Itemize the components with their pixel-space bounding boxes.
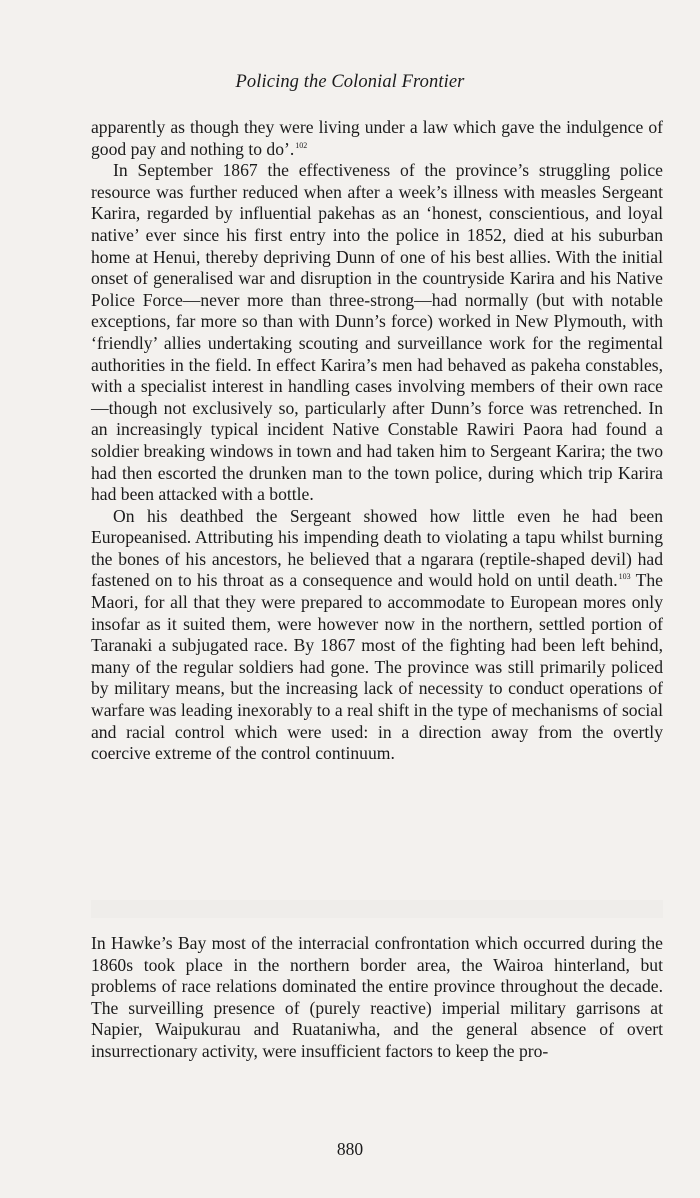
paragraph-text: apparently as though they were living under a law which gave the indulgence of good pay and nothing to do’.: [91, 117, 663, 159]
paragraph-hawkes-bay: In Hawke’s Bay most of the interracial confrontation which occurred during the 1860s took place in the northern border area, the Wairoa hinterland, but problems of race relations dominated the entire province throughout the decade. The surveilling presence of (purely reactive) imperial military garrisons at Napier, Waipukurau and Ruataniwha, and the general absence of overt insurrectionary activity, were insufficient factors to keep the pro-: [91, 933, 663, 1061]
paragraph-text: On his deathbed the Sergeant showed how little even he had been Europeanised. Attributing his impending death to violating a tapu whilst burning the bones of his ancestors, he believed that a ngarara (reptile-shaped devil) had fastened on to his throat as a consequence and would hold on until death.: [91, 505, 663, 591]
page-number: 880: [336, 1139, 364, 1159]
body-text-lower: [91, 933, 663, 1063]
running-head: Policing the Colonial Frontier: [235, 72, 465, 92]
section-break: [91, 900, 663, 918]
paragraph-text: The Maori, for all that they were prepared to accommodate to European mores only insofar as it suited them, were however now in the northern, settled portion of Taranaki a subjugated race. By 1867 most of the fighting had been left behind, many of the regular soldiers had gone. The province was still primarily policed by military means, but the increasing lack of necessity to conduct operations of warfare was leading inexorably to a real shift in the type of mechanisms of social and racial control which were used: in a direction away from the overtly coercive extreme of the control continuum.: [91, 570, 663, 764]
footnote-reference: 103: [618, 572, 631, 582]
paragraph-karira-death: In September 1867 the effectiveness of the province’s struggling police resource was further reduced when after a week’s illness with measles Sergeant Karira, regarded by influential pakehas as an ‘honest, conscientious, and loyal native’ ever since his first entry into the police in 1852, died at his suburban home at Henui, thereby depriving Dunn of one of his best allies. With the initial onset of generalised war and disruption in the countryside Karira and his Native Police Force—never more than three-strong—had normally (but with notable exceptions, far more so than with Dunn’s force) worked in New Plymouth, with ‘friendly’ allies undertaking scouting and surveillance work for the regimental authorities in the field. In effect Karira’s men had behaved as pakeha constables, with a specialist interest in handling cases involving members of their own race—though not exclusively so, particularly after Dunn’s force was retrenched. In an increasingly typical incident Native Constable Rawiri Paora had found a soldier breaking windows in town and had taken him to Sergeant Karira; the two had then escorted the drunken man to the town police, during which trip Karira had been attacked with a bottle.: [91, 160, 663, 505]
paragraph-deathbed: [91, 506, 663, 765]
paragraph-continuation: [91, 117, 663, 160]
footnote-reference: 102: [295, 140, 308, 150]
body-text-upper: [91, 117, 663, 765]
